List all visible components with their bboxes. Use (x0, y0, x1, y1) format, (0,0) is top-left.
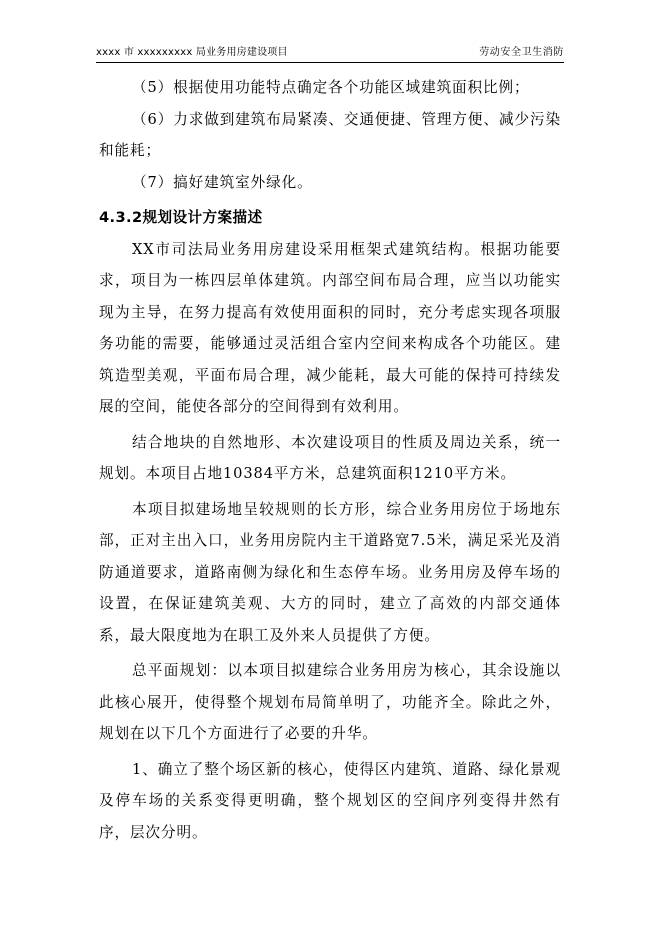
page-header (96, 40, 564, 63)
paragraph-site-layout: 本项目拟建场地呈较规则的长方形，综合业务用房位于场地东部，正对主出入口，业务用房院内主干道路宽7.5米，满足采光及消防通道要求，道路南侧为绿化和生态停车场。业务用房及停车场的设置，在保证建筑美观、大方的同时，建立了高效的内部交通体系，最大限度地为在职工及外来人员提供了方便。 (99, 500, 561, 644)
header-project-title: xxxx 市 xxxxxxxxx 局业务用房建设项目 (96, 47, 288, 58)
paragraph-master-plan: 总平面规划：以本项目拟建综合业务用房为核心，其余设施以此核心展开，使得整个规划布局简单明了，功能齐全。除此之外，规划在以下几个方面进行了必要的升华。 (99, 662, 561, 742)
section-heading: 4.3.2规划设计方案描述 (99, 209, 263, 226)
list-item-7: （7）搞好建筑室外绿化。 (132, 173, 313, 191)
document-body (99, 72, 561, 848)
paragraph-core-point: 1、确立了整个场区新的核心，使得区内建筑、道路、绿化景观及停车场的关系变得更明确，整个规划区的空间序列变得井然有序，层次分明。 (99, 760, 561, 841)
list-item-6: （6）力求做到建筑布局紧凑、交通便捷、管理方便、减少污染和能耗； (99, 110, 561, 159)
paragraph-site-area: 结合地块的自然地形、本次建设项目的性质及周边关系，统一规划。本项目占地10384平方米，总建筑面积1210平方米。 (99, 433, 561, 482)
paragraph-design-description: XX市司法局业务用房建设采用框架式建筑结构。根据功能要求，项目为一栋四层单体建筑。内部空间布局合理，应当以功能实现为主导，在努力提高有效使用面积的同时，充分考虑实现各项服务功能的需要，能够通过灵活组合室内空间来构成各个功能区。建筑造型美观，平面布局合理，减少能耗，最大可能的保持可持续发展的空间，能使各部分的空间得到有效利用。 (99, 240, 561, 415)
header-chapter-title: 劳动安全卫生消防 (479, 47, 564, 58)
list-item-5: （5）根据使用功能特点确定各个功能区域建筑面积比例； (132, 79, 530, 96)
